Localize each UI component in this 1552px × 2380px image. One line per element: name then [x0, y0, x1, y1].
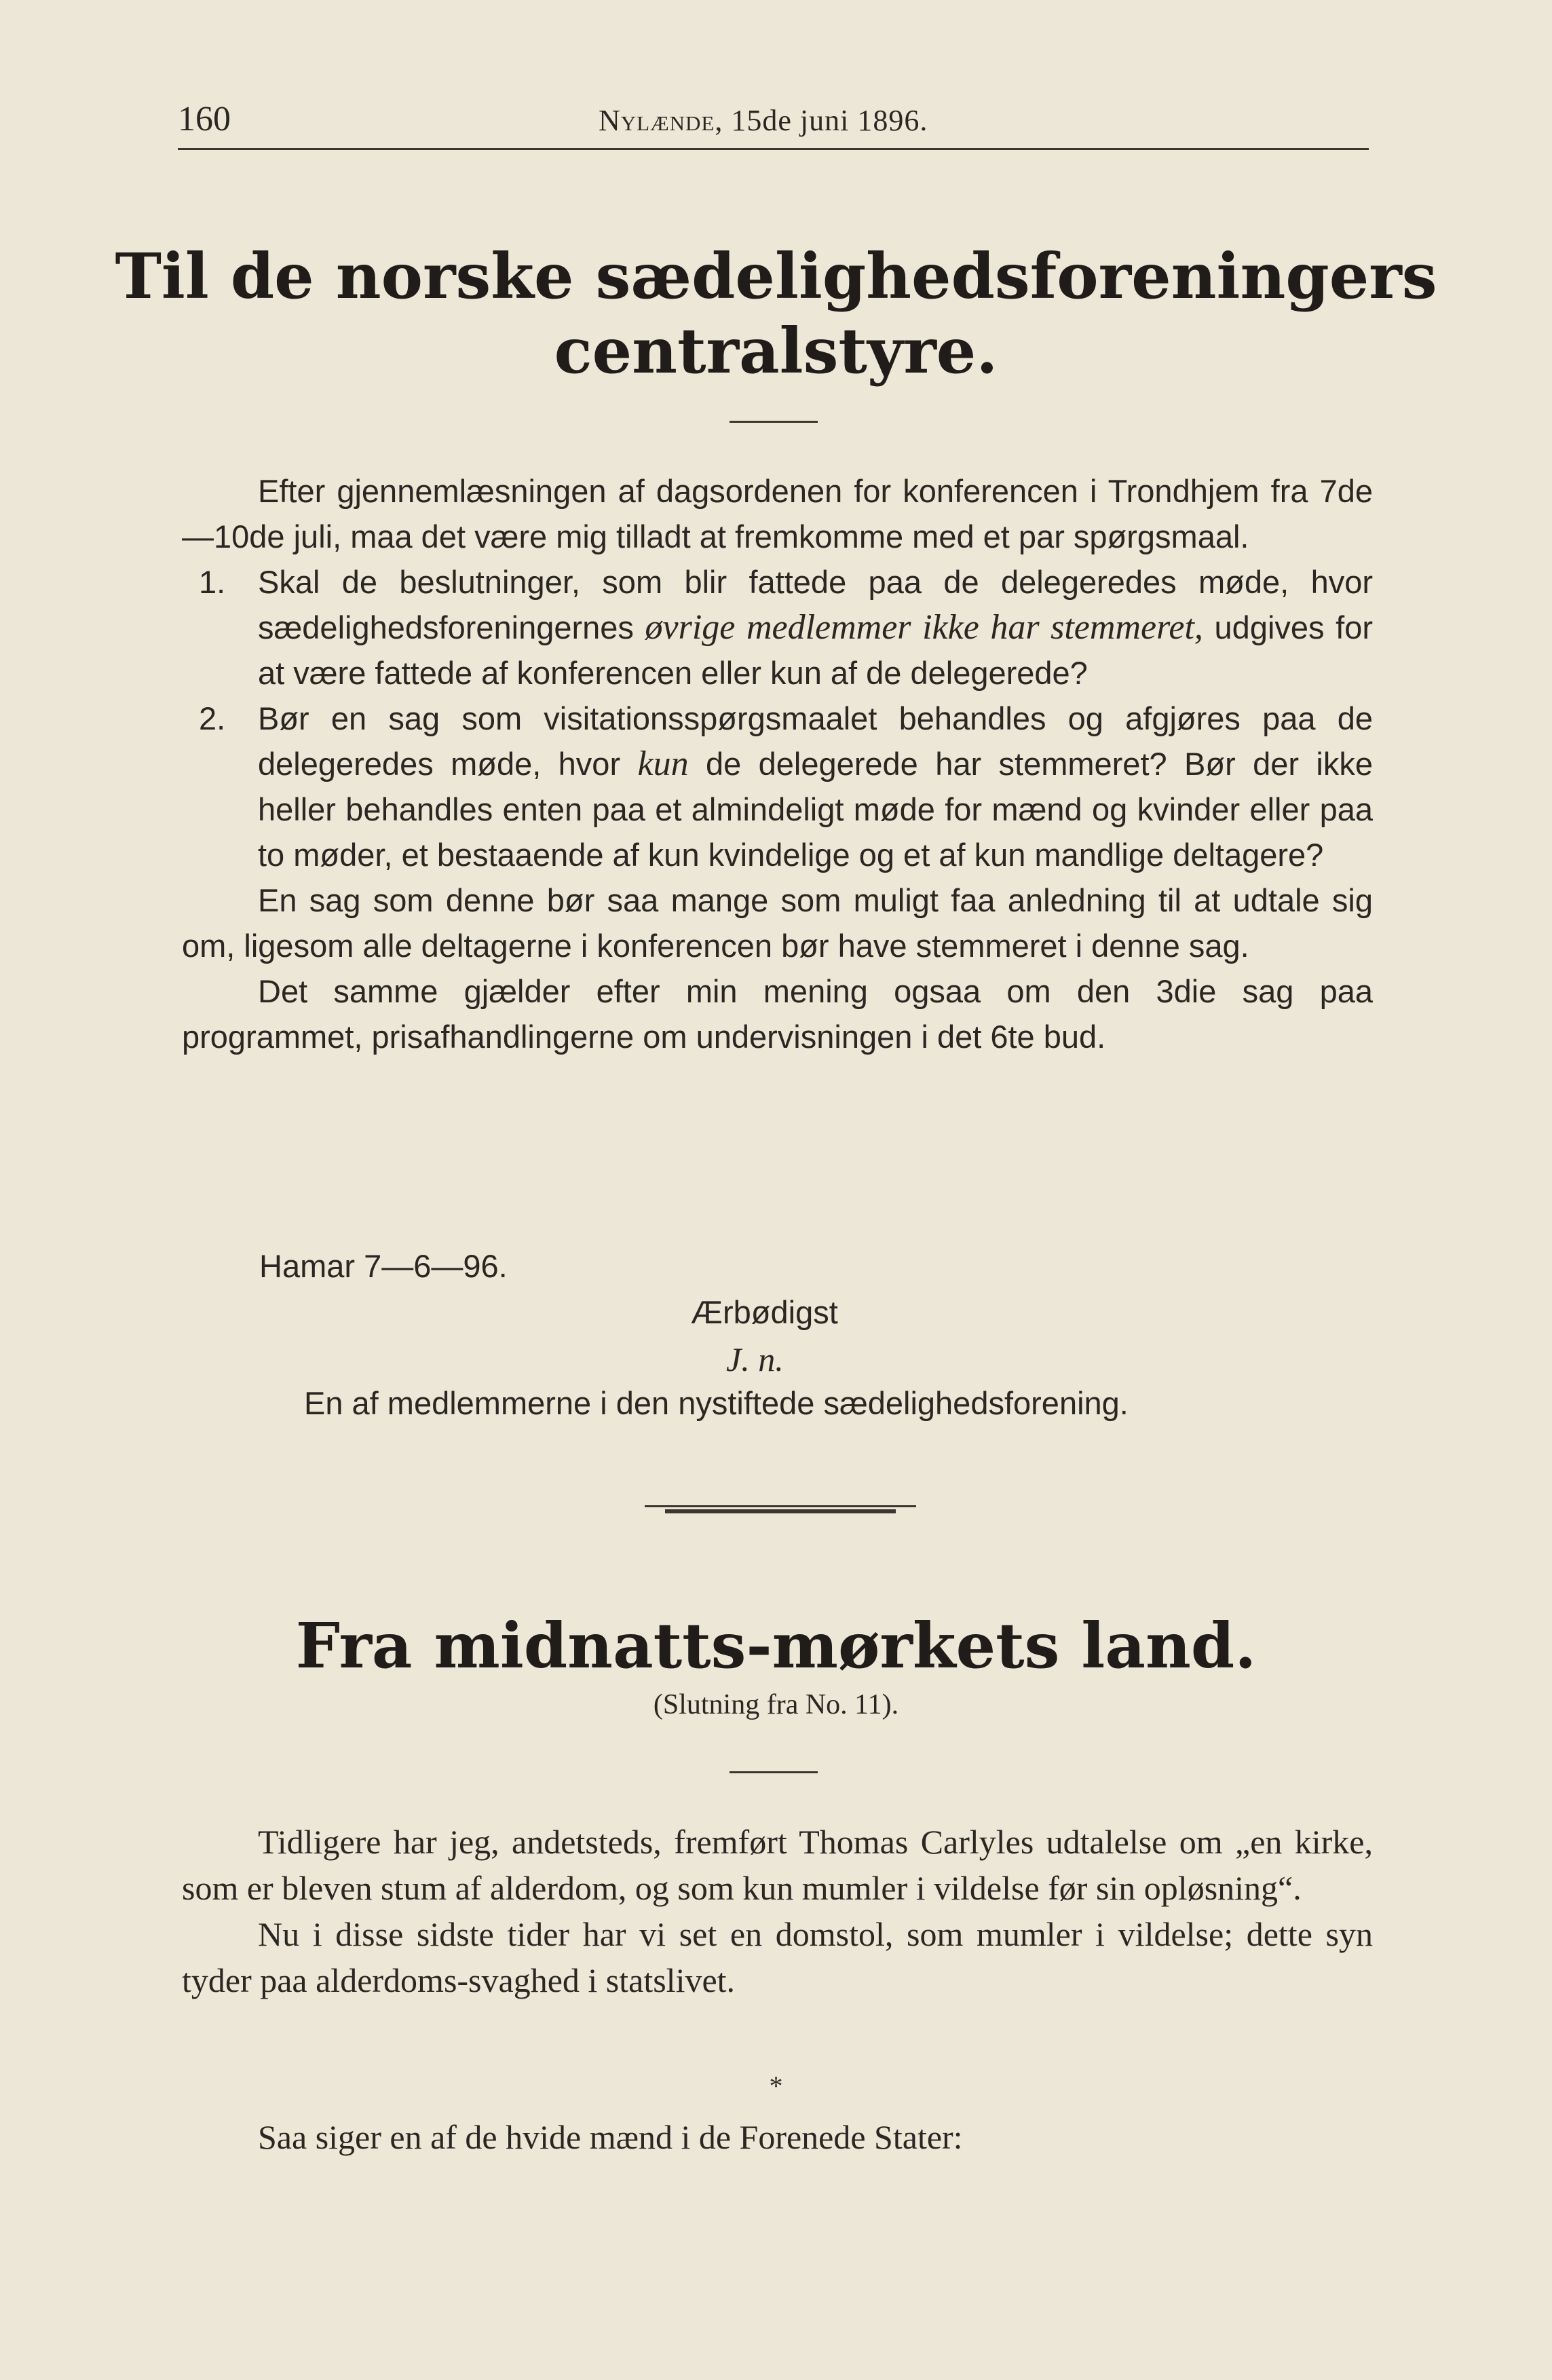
question-text: Skal de beslutninger, som blir fattede paa de delegeredes møde, hvor sædelighedsforeningernes: [258, 564, 1373, 645]
page-number: 160: [178, 100, 231, 138]
page-header: [178, 94, 1369, 150]
article2-paragraph-2: Nu i disse sidste tider har vi set en domstol, som mumler i vildelse; dette syn tyder paa alderdoms-svaghed i statslivet.: [182, 1915, 1373, 1999]
article1-paragraph-4: Det samme gjælder efter min mening ogsaa om den 3die sag paa programmet, prisafhandlingerne om undervisningen i det 6te bud.: [182, 973, 1373, 1055]
asterism: *: [769, 2071, 783, 2101]
running-head-date: , 15de juni 1896.: [715, 104, 928, 137]
article2-title: Fra midnatts-mørkets land.: [295, 1609, 1257, 1682]
article1-body: [182, 468, 1373, 1059]
article2-paragraph-1: Tidligere har jeg, andetsteds, fremført Thomas Carlyles udtalelse om „en kirke, som er bleven stum af alderdom, og som kun mumler i vildelse før sin opløsning“.: [182, 1823, 1373, 1907]
question-emphasis: kun: [637, 744, 689, 783]
article2-body: [182, 1819, 1373, 2003]
article1-question-1: [182, 559, 1373, 696]
article1-paragraph-3: En sag som denne bør saa mange som muligt faa anledning til at udtale sig om, ligesom alle deltagerne i konferencen bør have stemmeret i denne sag.: [182, 882, 1373, 964]
question-text: de delegerede har stemmeret? Bør der ikke heller behandles enten paa et almindeligt møde for mænd og kvinder eller paa to møder, et bestaaende af kun kvindelige og et af kun mandlige deltagere?: [258, 746, 1373, 873]
article1-title: [0, 239, 1552, 388]
running-head-title: Nylænde: [599, 104, 715, 137]
section-ornament: [645, 1505, 916, 1513]
question-emphasis: øvrige medlemmer ikke har stemmeret,: [645, 608, 1203, 647]
place-date: Hamar 7—6—96.: [259, 1248, 508, 1284]
article2-paragraph-3: Saa siger en af de hvide mænd i de Forenede Stater:: [258, 2118, 963, 2156]
question-number: 1.: [199, 564, 226, 600]
article1-title-line1: Til de norske sædelighedsforeningers: [115, 240, 1437, 313]
question-text: udgives for at være fattede af konferencen eller kun af de delegerede?: [258, 609, 1374, 691]
signature-line: En af medlemmerne i den nystiftede sædelighedsforening.: [304, 1385, 1129, 1421]
divider-rule: [730, 421, 818, 423]
initials: J. n.: [726, 1340, 784, 1378]
question-number: 2.: [199, 700, 226, 736]
closing: Ærbødigst: [691, 1294, 838, 1330]
article1-title-line2: centralstyre.: [554, 314, 998, 388]
article1-intro: Efter gjennemlæsningen af dagsordenen for konferencen i Trondhjem fra 7de—10de juli, maa det være mig tilladt at fremkomme med et par spørgsmaal.: [182, 473, 1373, 554]
question-text: Bør en sag som visitationsspørgsmaalet behandles og afgjøres paa de delegeredes møde, hvor: [258, 700, 1373, 782]
article1-question-2: [182, 696, 1373, 877]
article2-subtitle: (Slutning fra No. 11).: [653, 1689, 899, 1720]
divider-rule: [730, 1771, 818, 1773]
running-head: [599, 103, 928, 138]
